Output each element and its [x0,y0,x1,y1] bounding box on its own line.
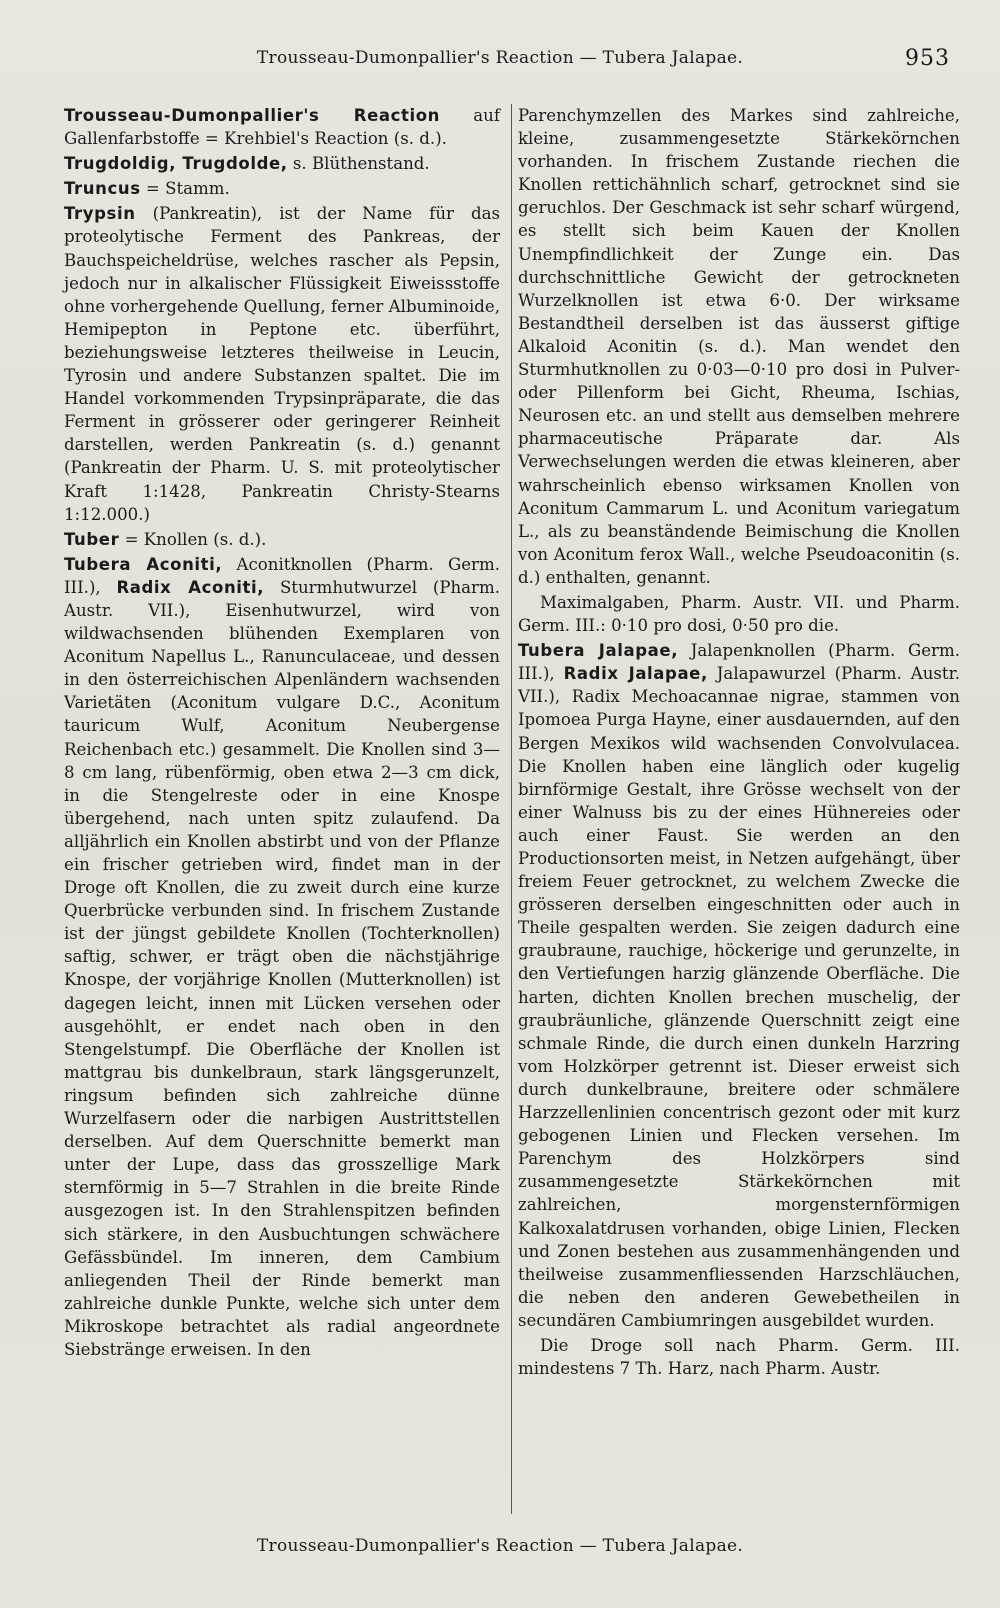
entry-text: Sturmhutwurzel (Pharm. Austr. VII.), Eisenhutwurzel, wird von wildwachsenden blühenden Exemplaren von Aconitum Napellus L., Ranunculaceae, und dessen in den österreichischen Alpenländern wachsenden Varietäten (Aconitum vulgare D.C., Aconitum tauricum Wulf, Aconitum Neubergense Reichenbach etc.) gesammelt. Die Knollen sind 3—8 cm lang, rübenförmig, oben etwa 2—3 cm dick, in die Stengelreste oder in eine Knospe übergehend, nach unten spitz zulaufend. Da alljährlich ein Knollen abstirbt und von der Pflanze ein frischer getrieben wird, findet man in der Droge oft Knollen, die zu zweit durch eine kurze Querbrücke verbunden sind. In frischem Zustande ist der jüngst gebildete Knollen (Tochterknollen) saftig, schwer, er trägt oben die nächstjährige Knospe, der vorjährige Knollen (Mutterknollen) ist dagegen leicht, innen mit Lücken versehen oder ausgehöhlt, er endet nach oben in den Stengelstumpf. Die Oberfläche der Knollen ist mattgrau bis dunkelbraun, stark längsgerunzelt, ringsum befinden sich zahlreiche dünne Wurzelfasern oder die narbigen Austrittstellen derselben. Auf dem Querschnitte bemerkt man unter der Lupe, dass das grosszellige Mark sternförmig in 5—7 Strahlen in die breite Rinde ausgezogen ist. In den Strahlenspitzen befinden sich stärkere, in den Ausbuchtungen schwächere Gefässbündel. Im inneren, dem Cambium anliegenden Theil der Rinde bemerkt man zahlreiche dunkle Punkte, welche sich unter dem Mikroskope betrachtet als radial angeordnete Siebstränge erweisen. In den [64,577,500,1359]
column-divider [511,104,512,1514]
running-head: Trousseau-Dumonpallier's Reaction — Tubera Jalapae. [256,48,744,68]
headword: Trypsin [64,204,136,224]
entry-text: = Stamm. [140,179,230,199]
headword: Tuber [64,529,120,549]
headword: Tubera Jalapae, [518,641,679,661]
entry-tubera-jalapae [518,639,960,1332]
max-dose-paragraph: Maximalgaben, Pharm. Austr. VII. und Pharm. Germ. III.: 0·10 pro dosi, 0·50 pro die. [518,592,960,636]
entry-text: Jalapawurzel (Pharm. Austr. VII.), Radix Mechoacannae nigrae, stammen von Ipomoea Purga Hayne, einer ausdauernden, auf den Bergen Mexikos wild wachsenden Convolvulacea. Die Knollen haben eine länglich oder kugelig birnförmige Gestalt, ihre Grösse wechselt von der einer Walnuss bis zu der eines Hühnereies oder auch einer Faust. Sie werden an den Productionsorten meist, in Netzen aufgehängt, über freiem Feuer getrocknet, zu welchem Zwecke die grösseren derselben eingeschnitten oder auch in Theile gespalten werden. Sie zeigen dadurch eine graubraune, rauchige, höckerige und gerunzelte, in den Vertiefungen harzig glänzende Oberfläche. Die harten, dichten Knollen brechen muschelig, der graubräunliche, glänzende Querschnitt zeigt eine schmale Rinde, die durch einen dunkeln Harzring vom Holzkörper getrennt ist. Dieser erweist sich durch dunkelbraune, breitere oder schmälere Harzzellenlinien concentrisch gezont oder mit kurz gebogenen Linien und Flecken versehen. Im Parenchym des Holzkörpers sind zusammengesetzte Stärkekörnchen mit zahlreichen, morgensternförmigen Kalkoxalatdrusen vorhanden, obige Linien, Flecken und Zonen bestehen aus zusammenhängenden und theilweise zusammenfliessenden Harzschläuchen, die neben den anderen Gewebetheilen in secundären Cambiumringen ausgebildet wurden. [518,664,960,1330]
entry-text: = Knollen (s. d.). [119,529,267,549]
entry-text: s. Blüthenstand. [287,154,430,174]
headword: Trugdoldig, Trugdolde, [64,154,288,174]
headword: Trousseau-Dumonpallier's Reaction [64,106,441,125]
entry-text: (Pankreatin), ist der Name für das proteolytische Ferment des Pankreas, der Bauchspeicheldrüse, welches rascher als Pepsin, jedoch nur in alkalischer Flüssigkeit Eiweissstoffe ohne vorhergehende Quellung, ferner Albuminoide, Hemipepton in Peptone etc. überführt, beziehungsweise letzteres theilweise in Leucin, Tyrosin und andere Substanzen spaltet. Die im Handel vorkommenden Trypsinpräparate, die das Ferment in grösserer oder geringerer Reinheit darstellen, werden Pankreatin (s. d.) genannt (Pankreatin der Pharm. U. S. mit proteolytischer Kraft 1:1428, Pankreatin Christy-Stearns 1:12.000.) [64,204,500,524]
left-column [64,104,500,1363]
headword: Truncus [64,179,141,199]
entry-truncus [64,177,500,200]
headword-alt: Radix Jalapae, [563,664,708,684]
entry-text: auf Gallenfarbstoffe = Krehbiel's Reaction (s. d.). [64,106,500,149]
entry-trugdolde [64,152,500,175]
page-number: 953 [905,46,950,71]
headword: Tubera Aconiti, [64,554,223,574]
drug-paragraph: Die Droge soll nach Pharm. Germ. III. mindestens 7 Th. Harz, nach Pharm. Austr. [518,1335,960,1379]
headword-alt: Radix Aconiti, [116,577,265,597]
entry-text: Jalapenknollen (Pharm. Germ. III.), [518,641,960,684]
continuation-paragraph: Parenchymzellen des Markes sind zahlreiche, kleine, zusammengesetzte Stärkekörnchen vorhanden. In frischem Zustande riechen die Knollen rettichähnlich scharf, getrocknet sind sie geruchlos. Der Geschmack ist sehr scharf würgend, es stellt sich beim Kauen der Knollen Unempfindlichkeit der Zunge ein. Das durchschnittliche Gewicht der getrockneten Wurzelknollen ist etwa 6·0. Der wirksame Bestandtheil derselben ist das äusserst giftige Alkaloid Aconitin (s. d.). Man wendet den Sturmhutknollen zu 0·03—0·10 pro dosi in Pulver- oder Pillenform bei Gicht, Rheuma, Ischias, Neurosen etc. an und stellt aus demselben mehrere pharmaceutische Präparate dar. Als Verwechselungen werden die etwas kleineren, aber wahrscheinlich ebenso wirksamen Knollen von Aconitum Cammarum L. und Aconitum variegatum L., als zu beanständende Beimischung die Knollen von Aconitum ferox Wall., welche Pseudoaconitin (s. d.) enthalten, genannt. [518,106,960,587]
running-foot: Trousseau-Dumonpallier's Reaction — Tubera Jalapae. [256,1536,744,1556]
entry-text: Aconitknollen (Pharm. Germ. III.), [64,554,500,597]
entry-tubera-aconiti [64,553,500,1361]
entry-tuber [64,528,500,551]
right-column [518,104,960,1382]
entry-trypsin [64,202,500,525]
entry-trousseau [64,104,500,150]
